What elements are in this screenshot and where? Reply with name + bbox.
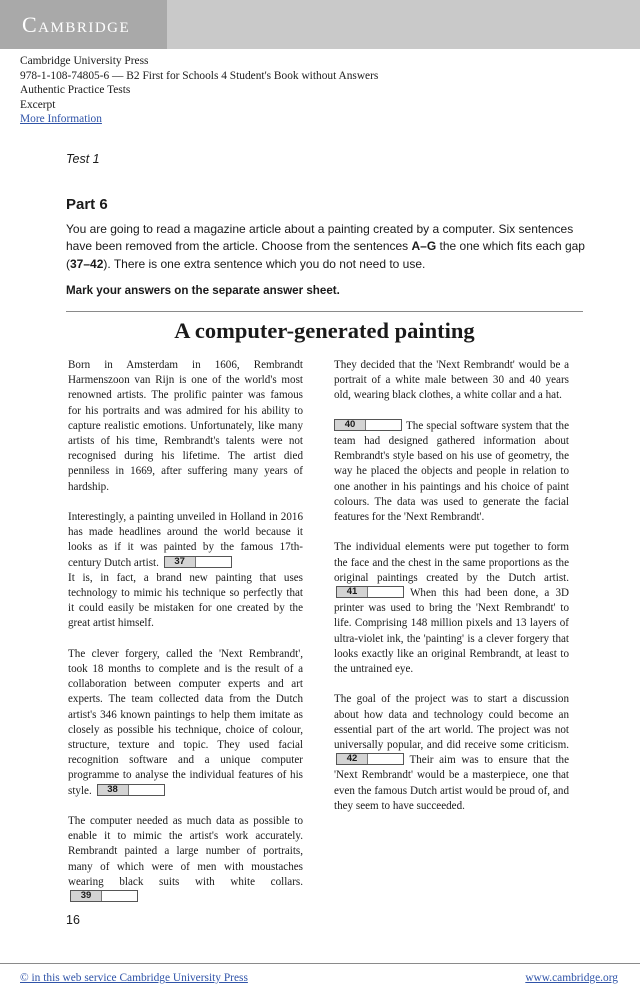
divider	[66, 311, 583, 312]
isbn-line: 978-1-108-74805-6 — B2 First for Schools 4 Student's Book without Answers	[20, 69, 379, 82]
paragraph-2: Interestingly, a painting unveiled in Holland in 2016 has made headlines around the world because it looks as if it was painted by the famous 17th-century Dutch artist. 37 It is, in fact, a brand new painting that uses technology to mimic his technique so perfectly that it could easily be mistaken for one created by the great artist himself.	[68, 511, 303, 630]
article-title: A computer-generated painting	[174, 318, 475, 343]
header-bar	[0, 0, 640, 49]
publisher-logo	[0, 0, 167, 49]
paragraph-3: The clever forgery, called the 'Next Rembrandt', took 18 months to complete and is the result of a collaboration between computer experts and art experts. The team collected data from the Dutch artist's 346 known paintings to help them imitate as closely as possible his technique, choice of colour, structure, texture and topic. They used facial recognition software and a unique computer programme to analyse the individual features of his style. 38	[68, 647, 303, 797]
answer-gap-42[interactable]: 42	[336, 753, 404, 765]
mark-answers-note: Mark your answers on the separate answer sheet.	[66, 284, 340, 297]
paragraph-7: The individual elements were put together to form the face and the chest in the same proportions as the original paintings created by the Dutch artist. 41 When this had been done, a 3D printer was used to bring the 'Next Rembrandt' to life. Comprising 148 million pixels and 13 layers of ultra-violet ink, the 'painting' is a clever forgery that looks exactly like an original Rembrandt, at least to the untrained eye.	[334, 541, 570, 676]
book-metadata	[20, 54, 378, 127]
copyright-link[interactable]: © in this web service Cambridge University Press	[20, 972, 248, 984]
paragraph-8: The goal of the project was to start a discussion about how data and technology could become an essential part of the art world. The project was not universally popular, and did receive some criticism. 42 Their aim was to ensure that the 'Next Rembrandt' would be a masterpiece, one that even the famous Dutch artist would be proud of, and they seem to have succeeded.	[334, 693, 569, 812]
excerpt-line: Excerpt	[20, 98, 56, 111]
paragraph-1: Born in Amsterdam in 1606, Rembrandt Harmenszoon van Rijn is one of the world's most renowned artists. The prolific painter was famous for his portraits and was admired for his ability to capture realistic emotions. Unfortunately, like many artists of his time, Rembrandt's talents were not recognised during his lifetime. The artist died penniless in 1669, after suffering many years of hardship.	[68, 359, 303, 493]
instructions: You are going to read a magazine article about a painting created by a computer. Six sentences have been removed from the article. Choose from the sentences A–G the one which fits each gap (37–42). There is one extra sentence which you do not need to use.	[66, 222, 585, 271]
answer-gap-38[interactable]: 38	[97, 784, 165, 796]
subtitle-line: Authentic Practice Tests	[20, 84, 131, 97]
footer-divider	[0, 963, 640, 964]
article-column-right	[334, 358, 569, 829]
part-title: Part 6	[66, 196, 108, 213]
answer-gap-37[interactable]: 37	[164, 556, 232, 568]
logo-text: Cambridge	[22, 12, 131, 37]
page-number: 16	[66, 913, 80, 927]
paragraph-6: 40 The special software system that the team had designed gathered information about Rembrandt's style based on his use of geometry, the way he placed the objects and people in relation to one another in his paintings and his choice of paint colours. The data was used to generate the facial features for the 'Next Rembrandt'.	[334, 418, 569, 524]
more-information-link[interactable]: More Information	[20, 113, 102, 126]
answer-gap-41[interactable]: 41	[336, 586, 404, 598]
test-label: Test 1	[66, 152, 100, 166]
article-column-left	[68, 358, 303, 920]
publisher-line: Cambridge University Press	[20, 55, 149, 67]
paragraph-5: They decided that the 'Next Rembrandt' would be a portrait of a white male between 30 and 40 years old, wearing black clothes, a white collar and a hat.	[334, 359, 569, 402]
answer-gap-40[interactable]: 40	[334, 419, 402, 431]
website-link[interactable]: www.cambridge.org	[525, 972, 618, 984]
answer-gap-39[interactable]: 39	[70, 890, 138, 902]
paragraph-4: The computer needed as much data as possible to enable it to mimic the artist's work accurately. Rembrandt painted a large number of portraits, many of which were of men with moustaches wearing black suits with white collars. 39	[68, 815, 303, 902]
